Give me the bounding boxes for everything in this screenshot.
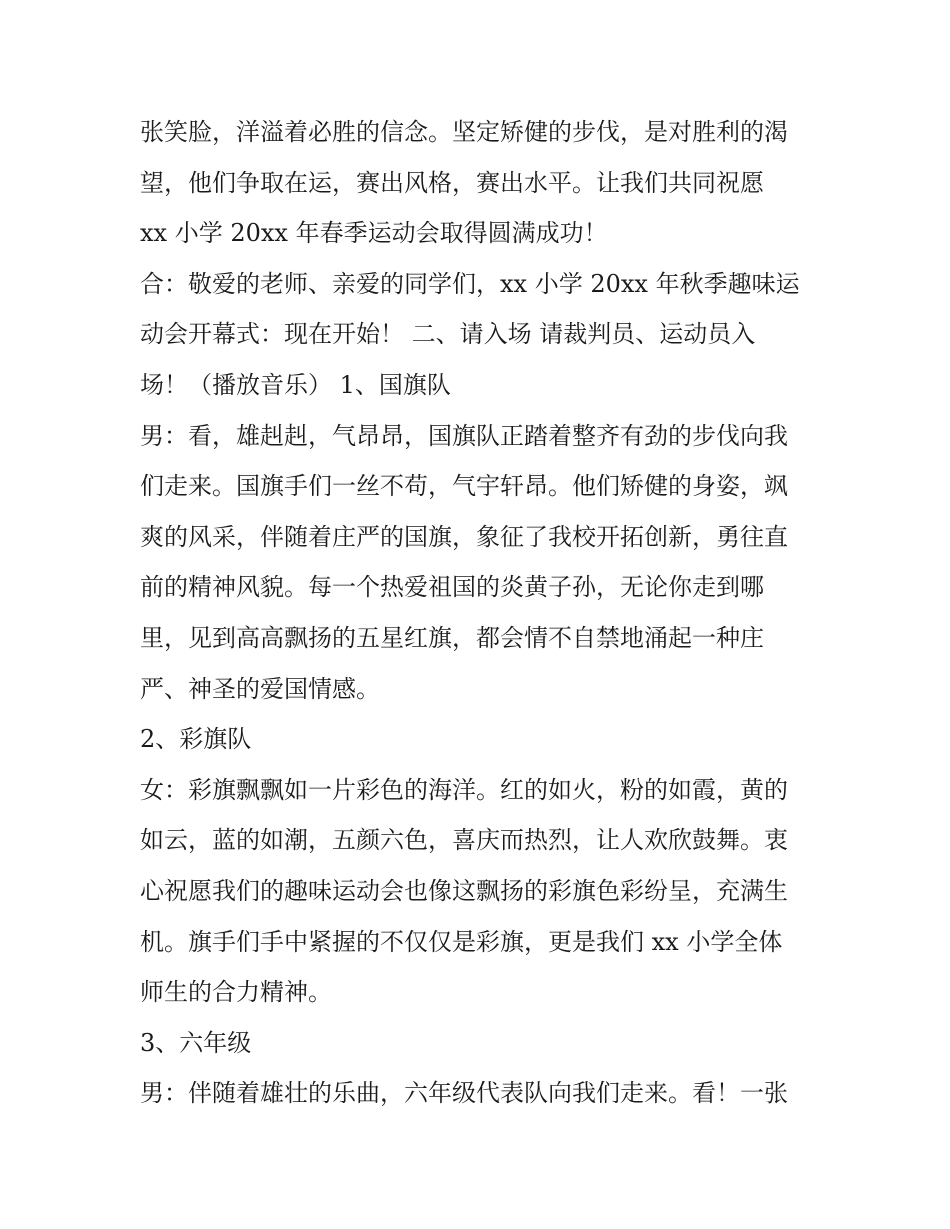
- text-line: 如云，蓝的如潮，五颜六色，喜庆而热烈，让人欢欣鼓舞。衷: [140, 826, 788, 855]
- text-line: 里，见到高高飘扬的五星红旗，都会情不自禁地涌起一种庄: [140, 623, 764, 652]
- text-line: xx 小学 20xx 年春季运动会取得圆满成功！: [140, 219, 608, 248]
- text-line: 男：伴随着雄壮的乐曲，六年级代表队向我们走来。看！一张: [140, 1079, 788, 1108]
- section-heading: 3、六年级: [140, 1028, 252, 1057]
- text-line: 望，他们争取在运，赛出风格，赛出水平。让我们共同祝愿: [140, 168, 764, 197]
- text-line: 动会开幕式：现在开始！ 二、请入场 请裁判员、运动员入: [140, 320, 756, 349]
- text-line: 心祝愿我们的趣味运动会也像这飘扬的彩旗色彩纷呈，充满生: [140, 876, 788, 905]
- text-line: 张笑脸，洋溢着必胜的信念。坚定矫健的步伐，是对胜利的渴: [140, 118, 788, 146]
- text-line: 前的精神风貌。每一个热爱祖国的炎黄子孙，无论你走到哪: [140, 573, 764, 602]
- text-line: 场！（播放音乐） 1、国旗队: [140, 370, 451, 399]
- text-line: 合：敬爱的老师、亲爱的同学们，xx 小学 20xx 年秋季趣味运: [140, 269, 800, 298]
- section-heading: 2、彩旗队: [140, 725, 252, 754]
- text-line: 们走来。国旗手们一丝不苟，气宇轩昂。他们矫健的身姿，飒: [140, 472, 788, 501]
- text-line: 爽的风采，伴随着庄严的国旗，象征了我校开拓创新，勇往直: [140, 522, 788, 551]
- text-line: 男：看，雄赳赳，气昂昂，国旗队正踏着整齐有劲的步伐向我: [140, 421, 788, 450]
- text-line: 女：彩旗飘飘如一片彩色的海洋。红的如火，粉的如霞，黄的: [140, 775, 788, 804]
- text-line: 严、神圣的爱国情感。: [140, 674, 380, 703]
- text-line: 师生的合力精神。: [140, 978, 332, 1007]
- text-line: 机。旗手们手中紧握的不仅仅是彩旗，更是我们 xx 小学全体: [140, 927, 783, 956]
- body-text: [140, 107, 830, 1119]
